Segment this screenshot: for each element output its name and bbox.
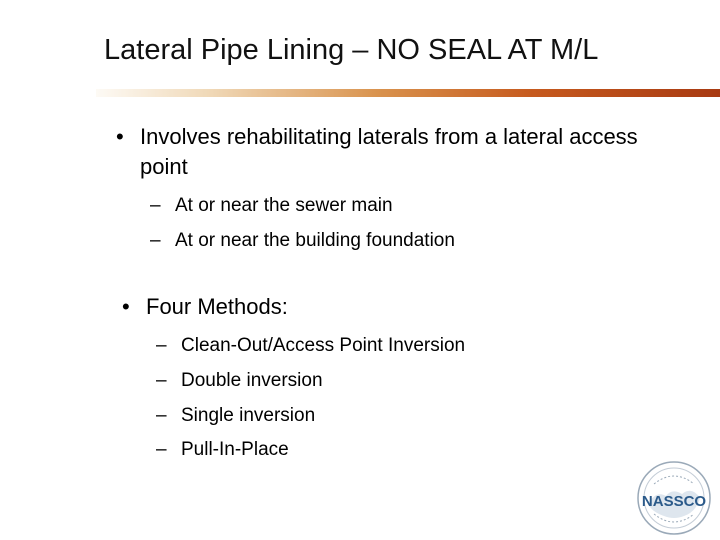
bullet-dot: • (122, 294, 130, 319)
sub-text: Single inversion (181, 405, 316, 426)
bullet-text: Four Methods: (146, 294, 288, 319)
sub-dash: – (156, 405, 167, 426)
sub-text: Double inversion (181, 370, 323, 391)
slide-title: Lateral Pipe Lining – NO SEAL AT M/L (104, 34, 599, 66)
sub-dash: – (150, 230, 161, 251)
sub-text: At or near the building foundation (175, 230, 455, 251)
sub-text: Clean-Out/Access Point Inversion (181, 335, 466, 356)
title-divider (96, 89, 720, 97)
logo-text: NASSCO (641, 493, 707, 510)
bullet-text: Involves rehabilitating laterals from a lateral access point (140, 124, 638, 179)
sub-text: At or near the sewer main (175, 195, 393, 216)
sub-dash: – (156, 335, 167, 356)
sub-dash: – (156, 439, 167, 460)
nassco-logo-icon (636, 460, 712, 536)
bullet-dot: • (116, 124, 124, 149)
sub-text: Pull-In-Place (181, 439, 289, 460)
sub-dash: – (150, 195, 161, 216)
sub-dash: – (156, 370, 167, 391)
